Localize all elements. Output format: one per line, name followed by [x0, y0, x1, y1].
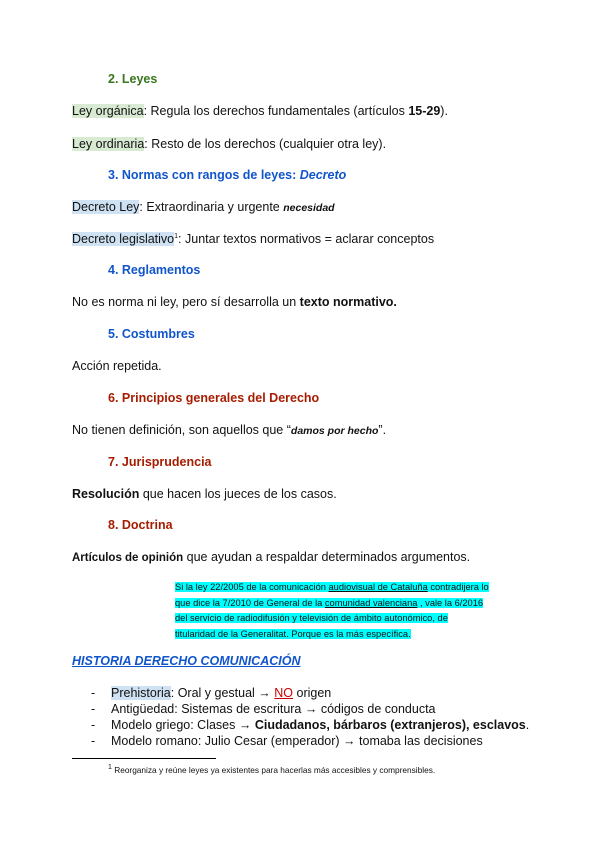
paragraph-principios — [72, 423, 386, 437]
text-principios: No tienen definición, son aquellos que “ — [72, 423, 291, 437]
list-item-text — [111, 686, 331, 700]
heading-jurisprudencia: 7. Jurisprudencia — [108, 455, 212, 469]
bullet-dash: - — [91, 718, 96, 732]
text-principios-end: ”. — [378, 423, 387, 437]
term-decreto-legislativo: Decreto legislativo — [72, 232, 175, 246]
note-line-1 — [175, 582, 489, 592]
heading-doctrina: 8. Doctrina — [108, 518, 173, 532]
note-link-valenciana: comunidad valenciana — [324, 597, 418, 608]
resolucion-bold: Resolución — [72, 487, 140, 501]
note-text: contradijera lo — [427, 582, 489, 592]
list-text: Modelo griego: Clases → — [111, 718, 255, 732]
necesidad-bold: necesidad — [283, 202, 335, 214]
footnote-number: 1 — [108, 764, 112, 772]
text-ley-organica-end: ). — [440, 104, 448, 118]
note-link-cataluna: audiovisual de Cataluña — [328, 582, 428, 592]
list-text: origen — [293, 686, 332, 700]
note-text: , vale la 6/2016 — [417, 597, 484, 608]
footnote — [108, 765, 435, 775]
heading-historia: HISTORIA DERECHO COMUNICACIÓN — [72, 654, 301, 668]
articulos-opinion-bold: Artículos de opinión — [72, 552, 184, 564]
footnote-separator — [72, 758, 216, 759]
highlighted-note — [175, 580, 527, 642]
no-underlined: NO — [274, 686, 294, 700]
term-ley-organica: Ley orgánica — [72, 104, 144, 118]
list-text: . — [525, 718, 530, 732]
text-ley-organica: : Regula los derechos fundamentales (artículos — [143, 104, 409, 118]
paragraph-doctrina — [72, 550, 470, 564]
list-text: : Oral y gestual → — [170, 686, 275, 700]
text-ley-ordinaria: : Resto de los derechos (cualquier otra ley). — [144, 137, 387, 151]
paragraph-costumbres: Acción repetida. — [72, 359, 162, 373]
heading-costumbres: 5. Costumbres — [108, 327, 195, 341]
heading-normas-prefix: 3. Normas con rangos de leyes: — [108, 168, 300, 182]
heading-normas — [108, 168, 346, 182]
heading-normas-decreto: Decreto — [299, 168, 347, 182]
heading-leyes: 2. Leyes — [108, 72, 158, 86]
paragraph-reglamentos — [72, 295, 397, 309]
bullet-dash: - — [91, 702, 96, 716]
paragraph-ley-ordinaria — [72, 137, 386, 151]
text-decreto-ley: : Extraordinaria y urgente — [139, 200, 284, 214]
articulos-range: 15-29 — [408, 104, 441, 118]
paragraph-decreto-legislativo — [72, 232, 434, 246]
paragraph-decreto-ley — [72, 200, 335, 214]
term-prehistoria: Prehistoria — [111, 686, 171, 700]
list-item-text — [111, 718, 529, 732]
list-item-text: Modelo romano: Julio Cesar (emperador) → tomaba las decisiones — [111, 734, 483, 748]
texto-normativo-bold: texto normativo. — [299, 295, 397, 309]
clases-bold: Ciudadanos, bárbaros (extranjeros), esclavos — [254, 718, 526, 732]
text-jurisprudencia: que hacen los jueces de los casos. — [139, 487, 337, 501]
note-text: Si la ley 22/2005 de la comunicación — [175, 582, 329, 592]
text-decreto-legislativo: : Juntar textos normativos = aclarar conceptos — [178, 232, 435, 246]
list-item-text: Antigüedad: Sistemas de escritura → códigos de conducta — [111, 702, 436, 716]
note-line-3: del servicio de radiodifusión y televisión de ámbito autonómico, de — [175, 613, 448, 623]
term-ley-ordinaria: Ley ordinaria — [72, 137, 145, 151]
note-line-4: titularidad de la Generalitat. Porque es la más específica. — [175, 628, 411, 639]
note-text: que dice la 7/2010 de General de la — [175, 597, 325, 608]
text-doctrina: que ayudan a respaldar determinados argumentos. — [183, 550, 471, 564]
heading-reglamentos: 4. Reglamentos — [108, 263, 201, 277]
heading-principios: 6. Principios generales del Derecho — [108, 391, 320, 405]
footnote-text: Reorganiza y reúne leyes ya existentes para hacerlas más accesibles y comprensibles. — [111, 765, 436, 775]
damos-por-hecho: damos por hecho — [290, 425, 379, 437]
footnote-ref[interactable]: 1 — [174, 232, 179, 240]
term-decreto-ley: Decreto Ley — [72, 200, 140, 214]
note-line-2 — [175, 598, 483, 608]
paragraph-jurisprudencia — [72, 487, 337, 501]
bullet-dash: - — [91, 734, 96, 748]
paragraph-ley-organica — [72, 104, 448, 118]
text-reglamentos: No es norma ni ley, pero sí desarrolla un — [72, 295, 300, 309]
bullet-dash: - — [91, 686, 96, 700]
